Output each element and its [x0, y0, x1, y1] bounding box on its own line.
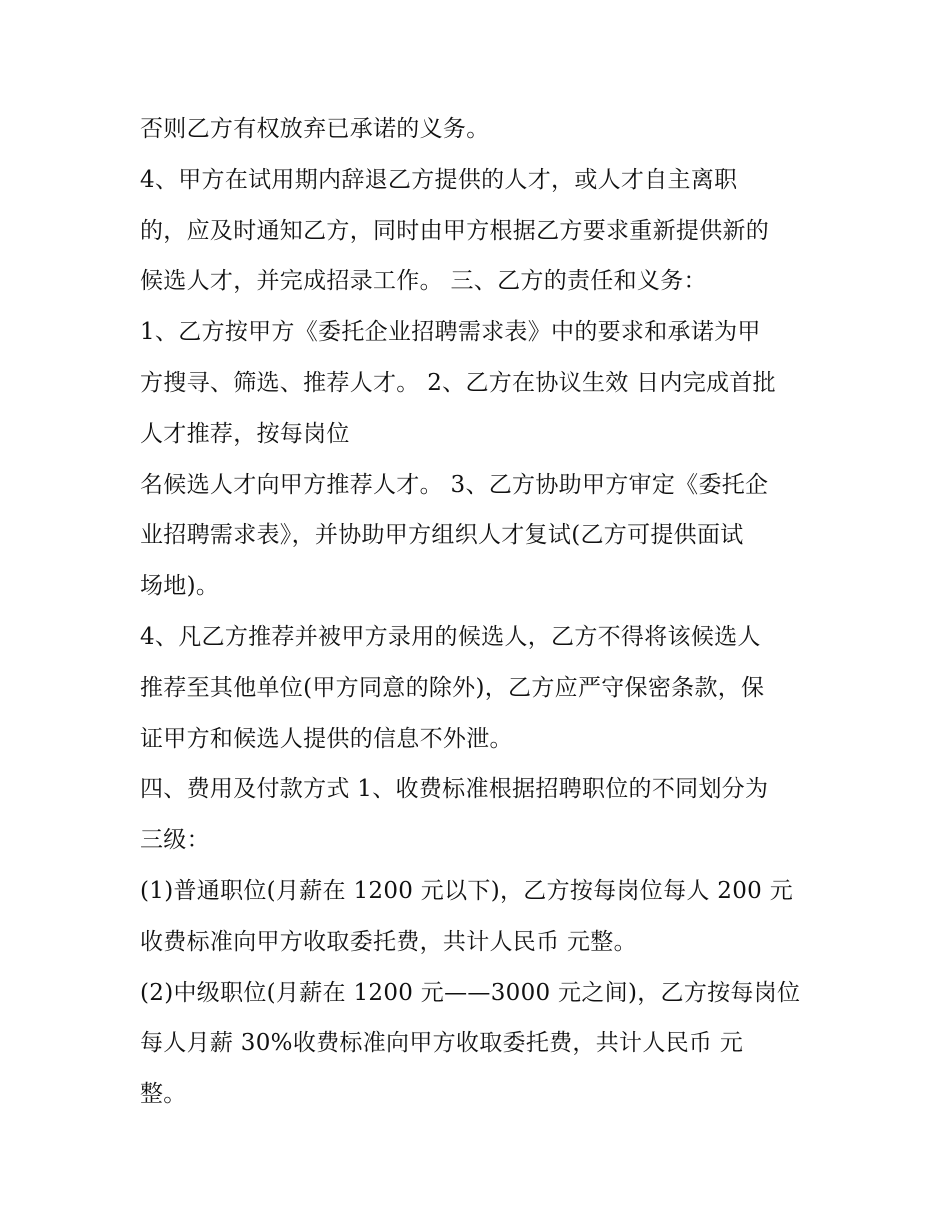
text-line: 1、乙方按甲方《委托企业招聘需求表》中的要求和承诺为甲 — [140, 319, 761, 346]
text-line: 业招聘需求表》，并协助甲方组织人才复试(乙方可提供面试 — [140, 522, 744, 549]
text-line: 方搜寻、筛选、推荐人才。 2、乙方在协议生效 日内完成首批 — [140, 369, 776, 396]
text-line: 4、甲方在试用期内辞退乙方提供的人才，或人才自主离职 — [140, 166, 738, 193]
text-line: 证甲方和候选人提供的信息不外泄。 — [140, 725, 513, 752]
text-line: 整。 — [140, 1081, 187, 1108]
text-line: 4、凡乙方推荐并被甲方录用的候选人，乙方不得将该候选人 — [140, 623, 761, 650]
text-line: 四、费用及付款方式 1、收费标准根据招聘职位的不同划分为 — [140, 776, 769, 803]
text-line: 三级： — [140, 827, 210, 854]
text-line: 候选人才，并完成招录工作。 三、乙方的责任和义务： — [140, 268, 707, 295]
text-line: 否则乙方有权放弃已承诺的义务。 — [140, 116, 490, 142]
document-body — [140, 104, 830, 1120]
text-line: 每人月薪 30%收费标准向甲方收取委托费，共计人民币 元 — [140, 1030, 744, 1057]
text-line: (1)普通职位(月薪在 1200 元以下)，乙方按每岗位每人 200 元 — [140, 877, 794, 904]
text-line: 收费标准向甲方收取委托费，共计人民币 元整。 — [140, 928, 637, 955]
text-line: 场地)。 — [140, 573, 220, 600]
text-line: 的，应及时通知乙方，同时由甲方根据乙方要求重新提供新的 — [140, 217, 770, 244]
text-line: 名候选人才向甲方推荐人才。 3、乙方协助甲方审定《委托企 — [140, 471, 769, 498]
text-line: 人才推荐，按每岗位 — [140, 420, 350, 447]
text-line: 推荐至其他单位(甲方同意的除外)，乙方应严守保密条款，保 — [140, 674, 765, 701]
text-line: (2)中级职位(月薪在 1200 元——3000 元之间)，乙方按每岗位 — [140, 979, 801, 1006]
